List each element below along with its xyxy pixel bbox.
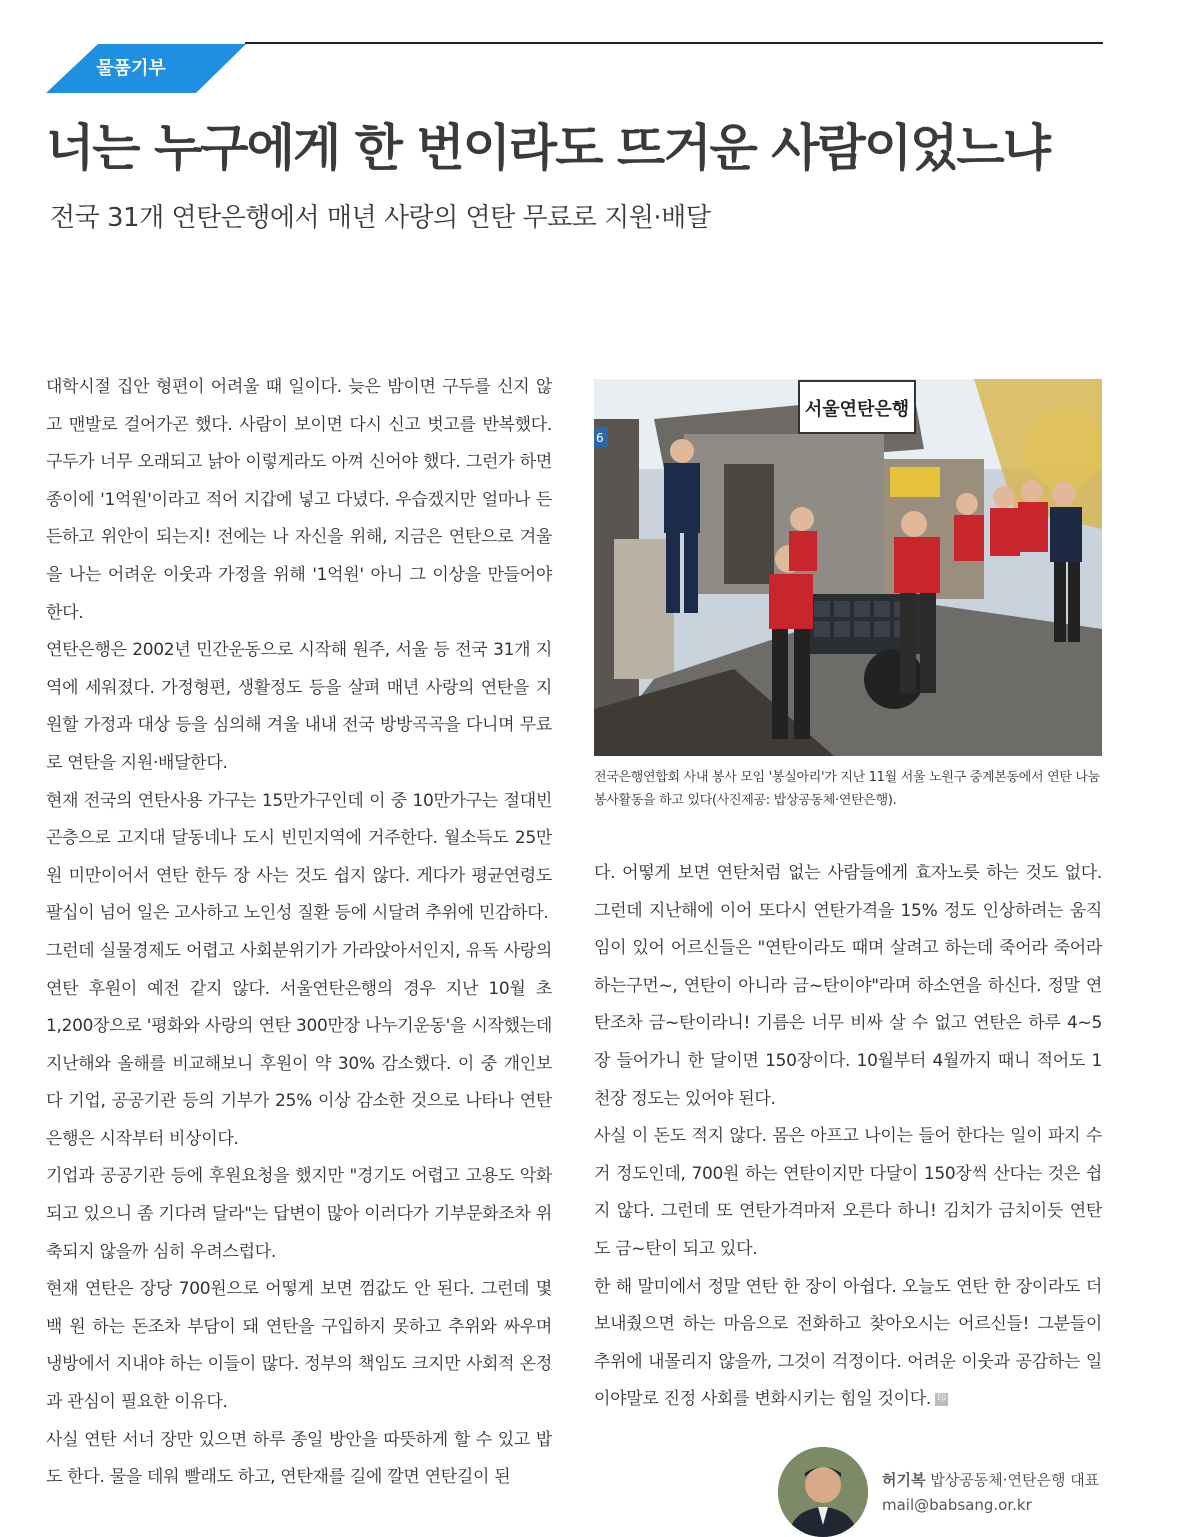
paragraph: 그런데 실물경제도 어렵고 사회분위기가 가라앉아서인지, 유독 사랑의 연탄 후원이 예전 같지 않다. 서울연탄은행의 경우 지난 10월 초 1,200장으로 '평화와 사랑의 연탄 300만장 나누기운동'을 시작했는데 지난해와 올해를 비교해보니 후원이 약 30% 감소했다. 이 중 개인보다 기업, 공공기관 등의 기부가 25% 이상 감소한 것으로 나타나 연탄은행은 시작부터 비상이다.: [46, 940, 552, 1149]
author-title: 밥상공동체·연탄은행 대표: [930, 1471, 1100, 1489]
paragraph: 대학시절 집안 형편이 어려울 때 일이다. 늦은 밤이면 구두를 신지 않고 맨발로 걸어가곤 했다. 사람이 보이면 다시 신고 벗고를 반복했다. 구두가 너무 오래되고 낡아 이렇게라도 아껴 신어야 했다. 그런가 하면 종이에 '1억원'이라고 적어 지갑에 넣고 다녔다. 우습겠지만 얼마나 든든하고 위안이 되는지! 전에는 나 자신을 위해, 지금은 연탄으로 겨울을 나는 어려운 이웃과 가정을 위해 '1억원' 아니 그 이상을 만들어야 한다.: [46, 377, 552, 623]
photo-caption: 전국은행연합회 사내 봉사 모임 '봉실아리'가 지난 11월 서울 노원구 중계본동에서 연탄 나눔 봉사활동을 하고 있다(사진제공: 밥상공동체·연탄은행).: [594, 770, 1100, 808]
volunteers-photo-illustration: [594, 379, 1102, 756]
subtitle: 전국 31개 연탄은행에서 매년 사랑의 연탄 무료로 지원·배달: [50, 203, 711, 233]
house-number: 6: [596, 431, 604, 445]
paragraph: 사실 이 돈도 적지 않다. 몸은 아프고 나이는 들어 한다는 일이 파지 수거 정도인데, 700원 하는 연탄이지만 다달이 150장씩 산다는 것은 쉽지 않다. 그런데 또 연탄가격마저 오른다 하니! 김치가 금치이듯 연탄도 금~탄이 되고 있다.: [594, 1126, 1102, 1259]
photo-sign: 서울연탄은행: [804, 399, 910, 420]
paragraph-text: 한 해 말미에서 정말 연탄 한 장이 아쉽다. 오늘도 연탄 한 장이라도 더 보내줬으면 하는 마음으로 전화하고 찾아오시는 어르신들! 그분들이 추위에 내몰리지 않을까, 그것이 걱정이다. 어려운 이웃과 공감하는 일이야말로 진정 사회를 변화시키는 힘일 것이다.: [594, 1276, 1102, 1410]
article-photo: [594, 379, 1102, 756]
paragraph: 현재 연탄은 장당 700원으로 어떻게 보면 껌값도 안 된다. 그런데 몇백 원 하는 돈조차 부담이 돼 연탄을 구입하지 못하고 추위와 싸우며 냉방에서 지내야 하는 이들이 많다. 정부의 책임도 크지만 사회적 온정과 관심이 필요한 이유다.: [46, 1279, 552, 1413]
body-column-left: [46, 369, 552, 1497]
author-info: [882, 1468, 1099, 1518]
paragraph: [594, 1269, 1102, 1419]
body-column-right: [594, 855, 1102, 1419]
author-name: 허기복: [882, 1471, 926, 1489]
paragraph: 현재 전국의 연탄사용 가구는 15만가구인데 이 중 10만가구는 절대빈곤층으로 고지대 달동네나 도시 빈민지역에 거주한다. 월소득도 25만원 미만이어서 연탄 한두 장 사는 것도 쉽지 않다. 게다가 평균연령도 팔십이 넘어 일은 고사하고 노인성 질환 등에 시달려 추위에 민감하다.: [46, 790, 552, 924]
author-email: mail@babsang.or.kr: [882, 1496, 1032, 1514]
paragraph: 다. 어떻게 보면 연탄처럼 없는 사람들에게 효자노릇 하는 것도 없다. 그런데 지난해에 이어 또다시 연탄가격을 15% 정도 인상하려는 움직임이 있어 어르신들은 "연탄이라도 때며 살려고 하는데 죽어라 죽어라 하는구먼~, 연탄이 아니라 금~탄이야"라며 하소연을 하신다. 정말 연탄조차 금~탄이라니! 기름은 너무 비싸 살 수 없고 연탄은 하루 4~5장 들어가니 한 달이면 150장이다. 10월부터 4월까지 때니 적어도 1천장 정도는 있어야 된다.: [594, 863, 1102, 1109]
category-label: 물품기부: [96, 58, 166, 79]
end-mark-icon: 印: [935, 1393, 948, 1406]
paragraph: 연탄은행은 2002년 민간운동으로 시작해 원주, 서울 등 전국 31개 지역에 세워졌다. 가정형편, 생활정도 등을 살펴 매년 사랑의 연탄을 지원할 가정과 대상 등을 심의해 겨울 내내 전국 방방곡곡을 다니며 무료로 연탄을 지원·배달한다.: [46, 640, 552, 773]
author-line: [882, 1468, 1099, 1493]
header-rule: [245, 42, 1103, 44]
paragraph: 사실 연탄 서너 장만 있으면 하루 종일 방안을 따뜻하게 할 수 있고 밥도 한다. 물을 데워 빨래도 하고, 연탄재를 길에 깔면 연탄길이 된: [46, 1429, 552, 1488]
paragraph: 기업과 공공기관 등에 후원요청을 했지만 "경기도 어렵고 고용도 악화되고 있으니 좀 기다려 달라"는 답변이 많아 이러다가 기부문화조차 위축되지 않을까 심히 우려스럽다.: [46, 1166, 552, 1262]
headline: 너는 누구에게 한 번이라도 뜨거운 사람이었느냐: [46, 119, 1050, 177]
